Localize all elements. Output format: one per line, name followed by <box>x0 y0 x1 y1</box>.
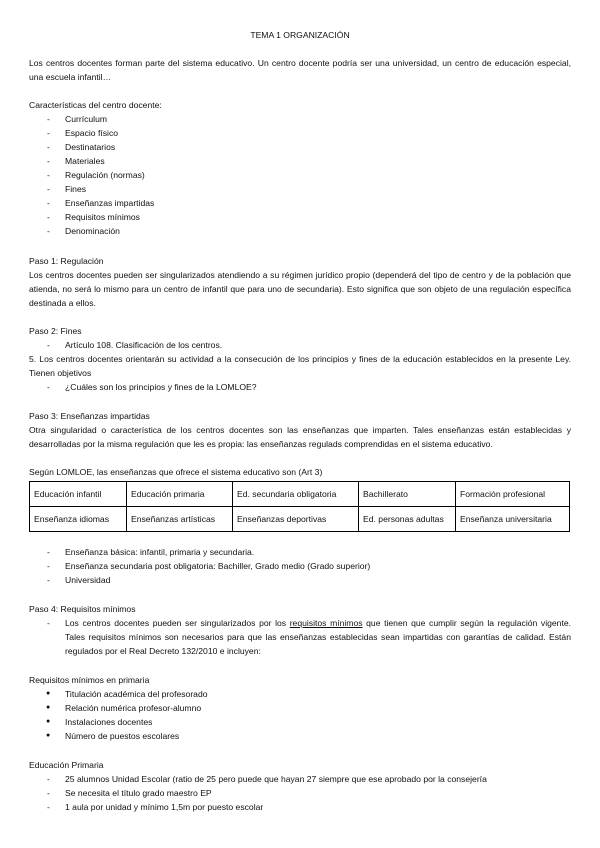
ensenanzas-table <box>29 481 570 532</box>
paso1-text: Los centros docentes pueden ser singularizados atendiendo a su régimen jurídico propio (dependerá del tipo de centro y de la población que atienda, no será lo mismo para un centro de infantil que para uno de secundaria). Esto significa que son objeto de una regulación específica destinada a ellos. <box>29 270 571 308</box>
table-cell: Formación profesional <box>456 482 570 507</box>
paso2-heading: Paso 2: Fines <box>29 326 82 336</box>
page-title: TEMA 1 ORGANIZACIÓN <box>250 30 350 40</box>
intro-paragraph <box>29 56 571 84</box>
table-cell: Bachillerato <box>359 482 456 507</box>
list-item: - Enseñanzas impartidas <box>29 196 571 210</box>
list-item: - Denominación <box>29 224 571 238</box>
table-cell: Educación primaria <box>127 482 233 507</box>
list-item: - Currículum <box>29 112 571 126</box>
ed-primaria-section <box>29 758 571 814</box>
list-item: - Requisitos mínimos <box>29 210 571 224</box>
table-cell: Enseñanza universitaria <box>456 507 570 532</box>
list-item: - Regulación (normas) <box>29 168 571 182</box>
list-item: - Fines <box>29 182 571 196</box>
table-intro <box>29 465 571 479</box>
list-item: ● Número de puestos escolares <box>29 729 571 743</box>
ed-primaria-list <box>29 772 571 814</box>
list-item: - Destinatarios <box>29 140 571 154</box>
list-item: - 25 alumnos Unidad Escolar (ratio de 25 pero puede que hayan 27 siempre que ese aprobado por la consejería <box>29 772 571 786</box>
list-item: - Espacio físico <box>29 126 571 140</box>
caracteristicas-list <box>29 112 571 238</box>
table-cell: Enseñanzas deportivas <box>233 507 359 532</box>
list-item: - Enseñanza básica: infantil, primaria y secundaria. <box>29 545 571 559</box>
list-item: - Artículo 108. Clasificación de los centros. <box>29 338 571 352</box>
list-item: - Materiales <box>29 154 571 168</box>
ensenanzas-list <box>29 545 571 587</box>
list-item: - Universidad <box>29 573 571 587</box>
caracteristicas-heading: Características del centro docente: <box>29 100 162 110</box>
list-item: - 1 aula por unidad y mínimo 1,5m por puesto escolar <box>29 800 571 814</box>
paso1-heading: Paso 1: Regulación <box>29 256 104 266</box>
paso2-section <box>29 324 571 394</box>
ensenanzas-list-section <box>29 545 571 587</box>
table-cell: Enseñanzas artísticas <box>127 507 233 532</box>
list-item: - Enseñanza secundaria post obligatoria: Bachiller, Grado medio (Grado superior) <box>29 559 571 573</box>
paso3-heading: Paso 3: Enseñanzas impartidas <box>29 411 150 421</box>
paso1-section <box>29 254 571 310</box>
list-item <box>29 616 571 658</box>
list-item: ● Relación numérica profesor-alumno <box>29 701 571 715</box>
table-row <box>30 507 570 532</box>
paso3-section <box>29 409 571 451</box>
list-item: - ¿Cuáles son los principios y fines de la LOMLOE? <box>29 380 571 394</box>
list-item: ● Titulación académica del profesorado <box>29 687 571 701</box>
table-cell: Enseñanza idiomas <box>30 507 127 532</box>
paso3-text: Otra singularidad o característica de los centros docentes son las enseñanzas que imparten. Tales enseñanzas están establecidas y desarrolladas por la misma regulación que les es propia: las enseñanzas regulads comprendidas en el sistema educativo. <box>29 425 571 449</box>
intro-text: Los centros docentes forman parte del sistema educativo. Un centro docente podría ser una universidad, un centro de educación especial, una escuela infantil… <box>29 58 571 82</box>
paso2-article-list <box>29 338 571 352</box>
table-cell: Ed. secundaria obligatoria <box>233 482 359 507</box>
primaria-req-heading: Requisitos mínimos en primaria <box>29 675 150 685</box>
primaria-req-list <box>29 687 571 743</box>
primaria-req-section <box>29 673 571 743</box>
paso4-section <box>29 602 571 658</box>
list-item: ● Instalaciones docentes <box>29 715 571 729</box>
table-row <box>30 482 570 507</box>
table-cell: Ed. personas adultas <box>359 507 456 532</box>
requisitos-link: requisitos mínimos <box>289 618 363 628</box>
list-item: - Se necesita el título grado maestro EP <box>29 786 571 800</box>
paso4-list <box>29 616 571 658</box>
paso4-text-b: que tienen que cumplir según la regulación vigente. Tales requisitos mínimos son necesarios para que las enseñanzas establecidas sean impartidas con garantías de calidad. Están regulados por el Real Decreto 132/2010 e incluyen: <box>65 618 571 656</box>
paso2-text: 5. Los centros docentes orientarán su actividad a la consecución de los principios y fines de la educación establecidos en la presente Ley. Tienen objetivos <box>29 354 571 378</box>
ed-primaria-heading: Educación Primaria <box>29 760 104 770</box>
table-cell: Educación infantil <box>30 482 127 507</box>
paso4-text-a: Los centros docentes pueden ser singularizados por los <box>65 618 290 628</box>
caracteristicas-section <box>29 98 571 238</box>
table-intro-text: Según LOMLOE, las enseñanzas que ofrece el sistema educativo son (Art 3) <box>29 467 323 477</box>
paso4-heading: Paso 4: Requisitos mínimos <box>29 604 136 614</box>
paso2-question-list <box>29 380 571 394</box>
